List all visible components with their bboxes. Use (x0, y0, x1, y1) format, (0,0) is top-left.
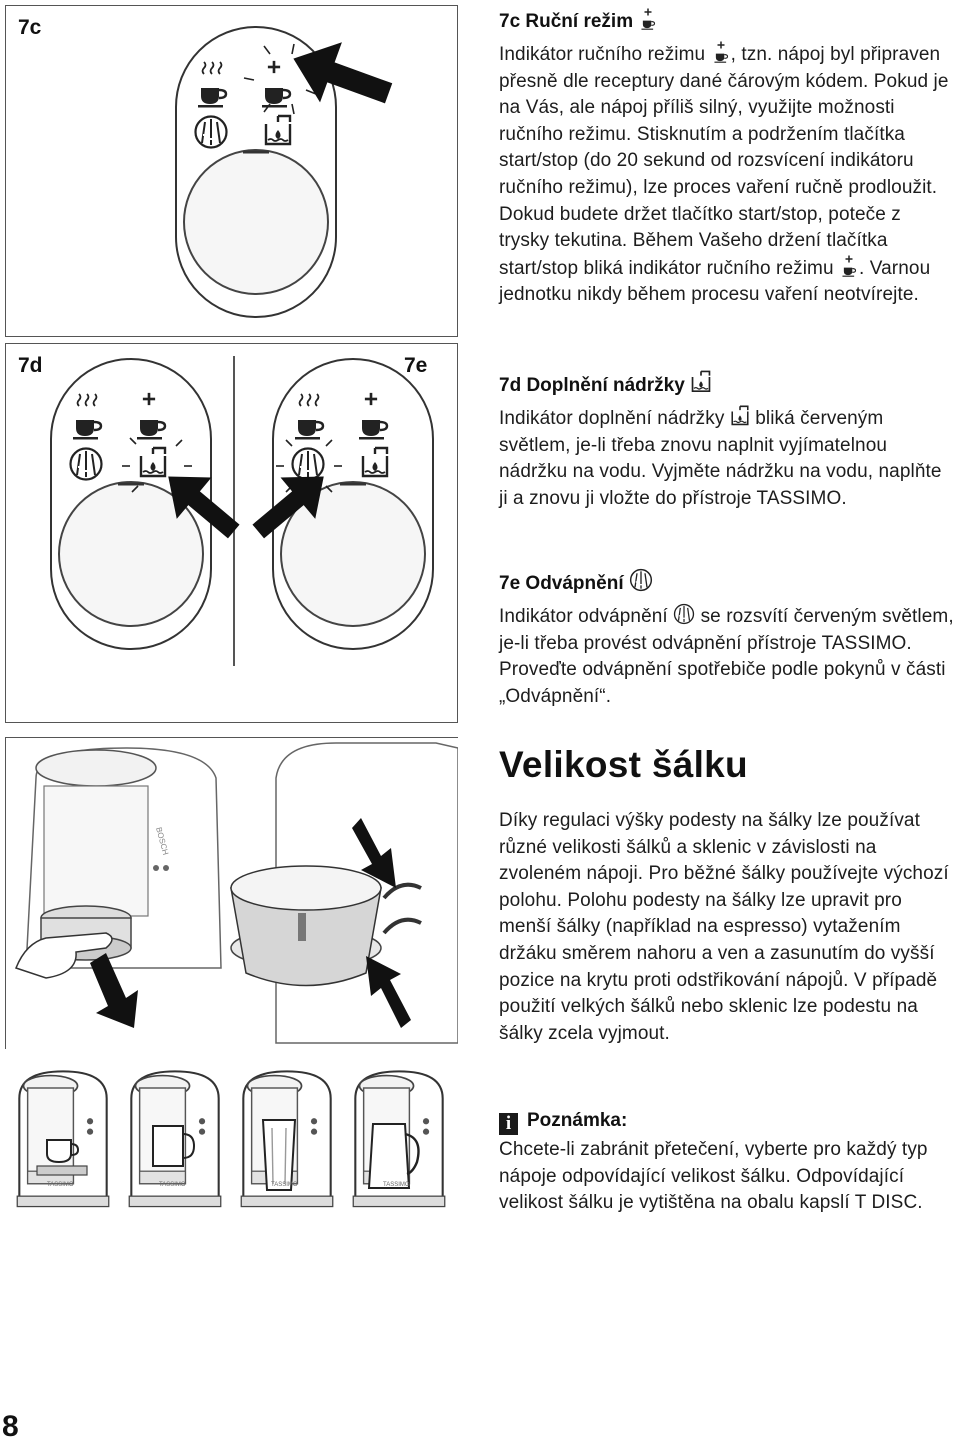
brand-logo-left: BOSCH (154, 826, 171, 857)
section-7e-body: Indikátor odvápnění se rozsvítí červeným světlem, je-li třeba provést odvápnění přístroje TASSIMO. Proveďte odvápnění spotřebiče podle pokynů v části „Odvápnění“. (499, 603, 954, 710)
figure-label-7c: 7c (18, 16, 42, 39)
illustration-cup-sizes (5, 1062, 458, 1222)
decalcification-icon (673, 603, 695, 625)
tassimo-label-1: TASSIMO (47, 1182, 74, 1188)
section-7c-body: Indikátor ručního režimu , tzn. nápoj byl připraven přesně dle receptury dané čárovým kódem. Pokud je na Vás, ale nápoj příliš silný, využijte možnosti ručního režimu. Stisknutím a podržením tlačítka start/stop (do 20 sekund od rozsvícení indikátoru ručního režimu), lze proces vaření ručně prodloužit. Dokud budete držet tlačítko start/stop, poteče z trysky tekutina. Během Vašeho držení tlačítka start/stop bliká indikátor ručního režimu . Varnou jednotku nikdy během procesu vaření neotvírejte. (499, 41, 954, 309)
figure-label-7d: 7d (18, 354, 43, 377)
section-note (499, 1108, 954, 1217)
section-7d (499, 370, 954, 512)
figure-label-7e: 7e (404, 354, 428, 377)
illustration-cup-platform-adjust (6, 738, 458, 1048)
manual-mode-cup-icon (839, 255, 859, 277)
water-tank-icon (730, 405, 750, 427)
section-7d-body: Indikátor doplnění nádržky bliká červeným světlem, je-li třeba znovu naplnit vyjímatelnou nádržku na vodu. Vyjměte nádržku na vodu, naplňte ji a znovu ji vložte do přístroje TASSIMO. (499, 405, 954, 512)
section-7c (499, 8, 954, 309)
section-7e (499, 568, 954, 710)
page-number: 8 (2, 1410, 19, 1443)
decalcification-icon (629, 568, 653, 592)
section-7d-title: 7d Doplnění nádržky (499, 370, 954, 399)
cup-size-body: Díky regulaci výšky podesty na šálky lze používat různé velikosti šálků a sklenic v závislosti na zvoleném nápoji. Pro běžné šálky používejte výchozí polohu. Polohu podesty na šálky lze upravit pro menší šálky (například na espresso) vytažením držáku směrem nahoru a ven a zasunutím do vyšší pozice na krytu proti odstřikování nápojů. V případě použití velkých šálků nebo sklenic lze podestu na šálky zcela vyjmout. (499, 810, 949, 1044)
cup-size-heading: Velikost šálku (499, 744, 748, 785)
figure-7d-7e (5, 343, 458, 723)
manual-mode-cup-icon (638, 8, 658, 30)
note-body: Chcete-li zabránit přetečení, vyberte pro každý typ nápoje odpovídající velikost šálku. Odpovídající velikost šálku je vytištěna na obalu kapslí T DISC. (499, 1139, 928, 1214)
tassimo-label-3: TASSIMO (271, 1182, 298, 1188)
note-title: Poznámka: (527, 1110, 628, 1131)
info-icon: i (499, 1113, 518, 1135)
figure-7c (5, 5, 458, 337)
tassimo-label-4: TASSIMO (383, 1182, 410, 1188)
water-tank-icon (690, 370, 712, 394)
tassimo-label-2: TASSIMO (159, 1182, 186, 1188)
section-cup-size (499, 744, 954, 1047)
note-title-row (499, 1108, 954, 1135)
figure-cup-platform (5, 737, 458, 1049)
section-7e-title: 7e Odvápnění (499, 568, 954, 597)
manual-mode-cup-icon (711, 41, 731, 63)
section-7c-title: 7c Ruční režim (499, 8, 954, 35)
